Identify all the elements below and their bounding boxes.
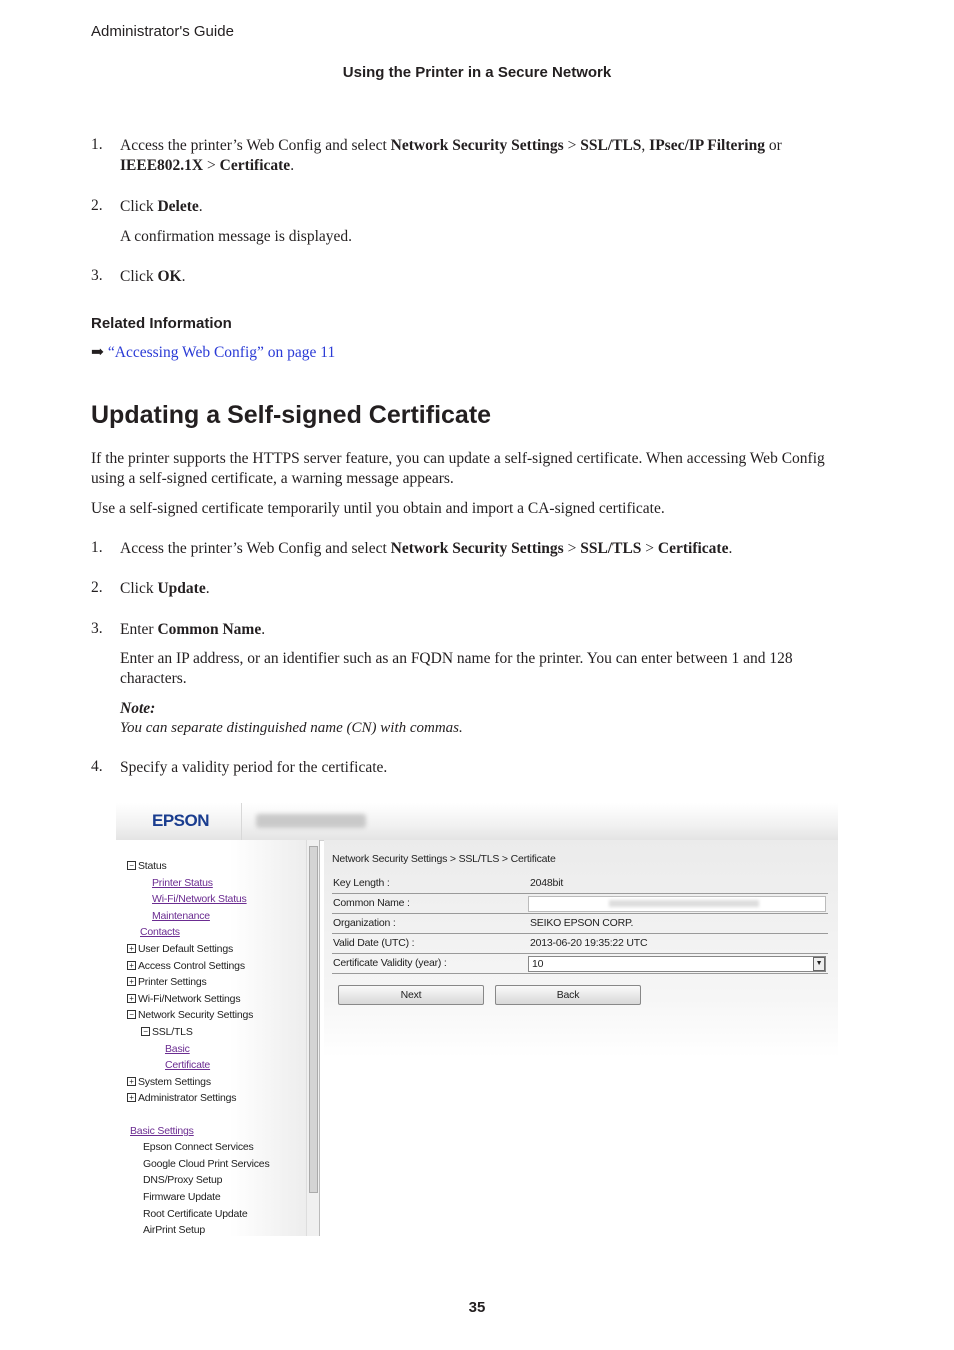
back-button[interactable]: Back — [495, 985, 641, 1005]
expand-icon[interactable]: + — [127, 977, 136, 986]
step-detail: A confirmation message is displayed. — [120, 228, 353, 245]
next-button[interactable]: Next — [338, 985, 484, 1005]
sidebar — [116, 840, 306, 1236]
expand-icon[interactable]: + — [127, 994, 136, 1003]
sidebar-scrollbar[interactable] — [306, 840, 320, 1236]
related-information-heading: Related Information — [91, 315, 232, 332]
sidebar-link-basic-settings[interactable]: Basic Settings — [130, 1125, 194, 1137]
step-number: 3. — [91, 620, 103, 637]
web-config-screenshot — [116, 803, 838, 1236]
step-number: 3. — [91, 267, 103, 284]
sidebar-item-firmware-update[interactable]: Firmware Update — [143, 1191, 221, 1203]
sidebar-item-printer-settings[interactable]: + Printer Settings — [127, 976, 207, 988]
common-name-row: Common Name : — [332, 894, 828, 914]
validity-select[interactable]: 10 ▼ — [528, 956, 826, 972]
common-name-field[interactable] — [528, 896, 826, 912]
step-number: 2. — [91, 579, 103, 596]
certificate-panel — [324, 840, 838, 1236]
sidebar-item-airprint-setup[interactable]: AirPrint Setup — [143, 1224, 205, 1236]
expand-icon[interactable]: + — [127, 961, 136, 970]
sidebar-item-administrator-settings[interactable]: + Administrator Settings — [127, 1092, 236, 1104]
sidebar-item-dns-proxy[interactable]: DNS/Proxy Setup — [143, 1174, 223, 1186]
step-text: Access the printer’s Web Config and select Network Security Settings > SSL/TLS, IPsec/IP Filtering or IEEE802.1X > Certificate. — [120, 137, 782, 174]
organization-row: Organization : SEIKO EPSON CORP. — [332, 914, 828, 934]
sidebar-link-contacts[interactable]: Contacts — [140, 926, 180, 938]
sidebar-item-root-certificate-update[interactable]: Root Certificate Update — [143, 1208, 248, 1220]
step-detail: Enter an IP address, or an identifier such as an FQDN name for the printer. You can enter between 1 and 128 characters. — [120, 650, 793, 687]
sidebar-link-printer-status[interactable]: Printer Status — [152, 877, 213, 889]
key-length-row: Key Length : 2048bit — [332, 874, 828, 894]
breadcrumb: Network Security Settings > SSL/TLS > Certificate — [332, 853, 556, 865]
sidebar-item-network-security-settings[interactable]: − Network Security Settings — [127, 1009, 253, 1021]
certificate-validity-row: Certificate Validity (year) : 10 ▼ — [332, 954, 828, 974]
scrollbar-thumb[interactable] — [309, 846, 318, 1193]
arrow-right-icon: ➡ — [91, 344, 104, 361]
collapse-icon[interactable]: − — [141, 1027, 150, 1036]
step-number: 4. — [91, 758, 103, 775]
expand-icon[interactable]: + — [127, 1093, 136, 1102]
section-heading: Updating a Self-signed Certificate — [91, 401, 492, 429]
step-number: 1. — [91, 136, 103, 153]
step-text: Specify a validity period for the certificate. — [120, 759, 388, 776]
sidebar-item-google-cloud-print[interactable]: Google Cloud Print Services — [143, 1158, 270, 1170]
section-header: Using the Printer in a Secure Network — [342, 64, 612, 81]
paragraph: Use a self-signed certificate temporarily until you obtain and import a CA-signed certificate. — [91, 500, 665, 517]
step-text: Click Delete. — [120, 198, 203, 215]
sidebar-link-certificate[interactable]: Certificate — [165, 1059, 211, 1071]
paragraph: If the printer supports the HTTPS server feature, you can update a self-signed certificate. When accessing Web Config using a self-signed certificate, a warning message appears. — [91, 450, 825, 487]
sidebar-link-wifi-network-status[interactable]: Wi-Fi/Network Status — [152, 893, 247, 905]
note-label: Note: — [120, 700, 156, 717]
step-text: Click OK. — [120, 268, 186, 285]
valid-date-row: Valid Date (UTC) : 2013-06-20 19:35:22 UTC — [332, 934, 828, 954]
epson-logo: EPSON — [152, 811, 210, 830]
related-link-text[interactable]: “Accessing Web Config” on page 11 — [107, 344, 336, 361]
sidebar-item-access-control-settings[interactable]: + Access Control Settings — [127, 960, 245, 972]
header-divider — [241, 803, 242, 840]
sidebar-item-user-default-settings[interactable]: + User Default Settings — [127, 943, 233, 955]
collapse-icon[interactable]: − — [127, 1010, 136, 1019]
sidebar-item-wifi-network-settings[interactable]: + Wi-Fi/Network Settings — [127, 993, 240, 1005]
guide-title: Administrator's Guide — [91, 23, 234, 40]
sidebar-item-system-settings[interactable]: + System Settings — [127, 1076, 211, 1088]
chevron-down-icon[interactable]: ▼ — [813, 957, 825, 971]
step-text: Access the printer’s Web Config and select Network Security Settings > SSL/TLS > Certificate. — [120, 540, 733, 557]
step-text: Enter Common Name. — [120, 621, 266, 638]
page-number: 35 — [468, 1299, 486, 1316]
note-text: You can separate distinguished name (CN) with commas. — [120, 720, 463, 736]
expand-icon[interactable]: + — [127, 944, 136, 953]
step-text: Click Update. — [120, 580, 210, 597]
step-number: 2. — [91, 197, 103, 214]
sidebar-item-ssl-tls[interactable]: − SSL/TLS — [141, 1026, 193, 1038]
web-config-header — [116, 803, 838, 841]
step-number: 1. — [91, 539, 103, 556]
collapse-icon[interactable]: − — [127, 861, 136, 870]
sidebar-link-basic[interactable]: Basic — [165, 1043, 190, 1055]
related-link[interactable] — [91, 343, 335, 362]
expand-icon[interactable]: + — [127, 1077, 136, 1086]
sidebar-link-maintenance[interactable]: Maintenance — [152, 910, 210, 922]
sidebar-item-status[interactable]: − Status — [127, 860, 167, 872]
sidebar-item-epson-connect[interactable]: Epson Connect Services — [143, 1141, 254, 1153]
model-name-redacted — [256, 814, 366, 828]
